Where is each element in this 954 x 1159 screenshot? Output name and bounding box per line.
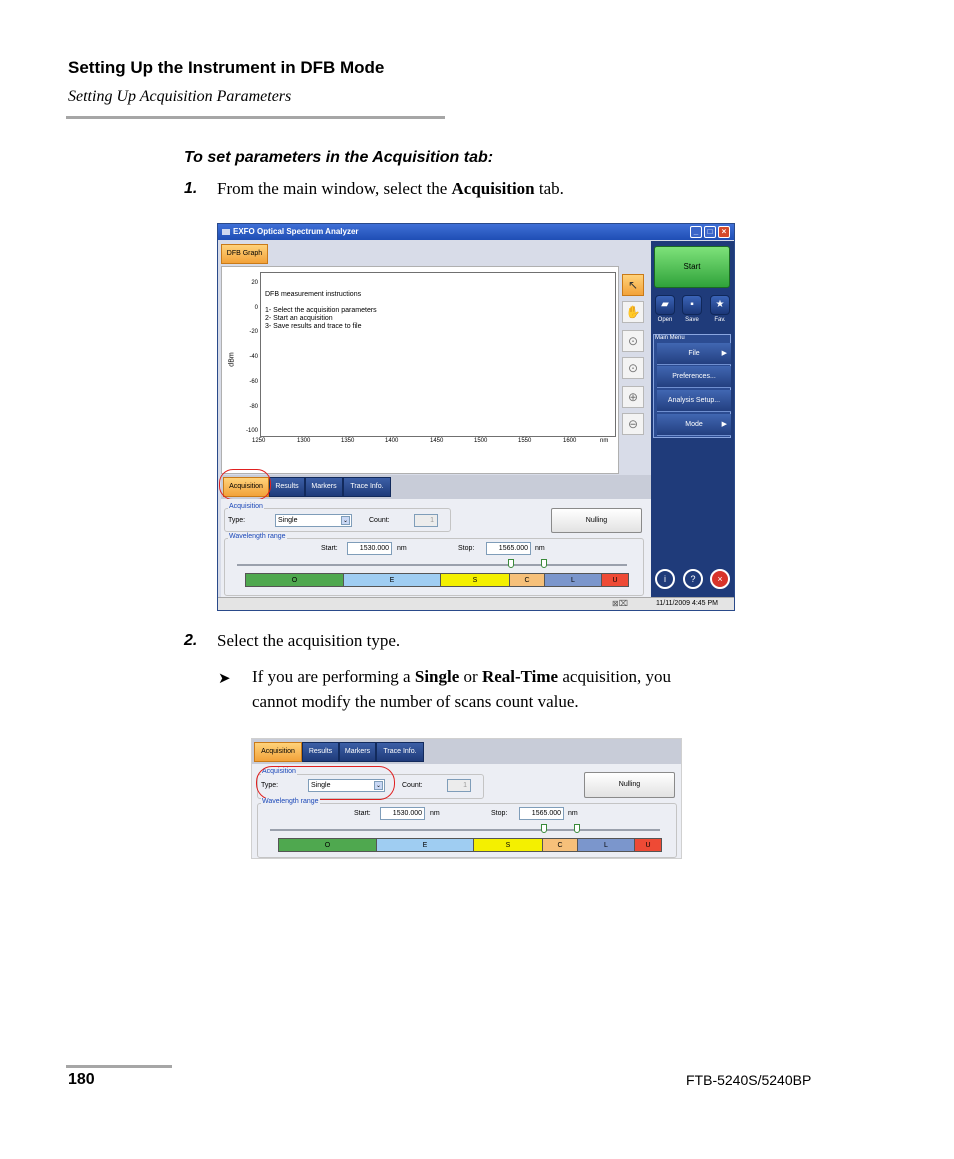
range-slider-start-handle[interactable]: [541, 824, 547, 833]
pan-hand-icon[interactable]: ✋: [622, 301, 644, 323]
header-divider: [66, 116, 445, 119]
instructions-heading: DFB measurement instructions: [265, 291, 362, 298]
open-label: Open: [657, 317, 673, 323]
band-s: S: [441, 574, 510, 586]
y-tick-label: 20: [251, 280, 258, 286]
status-bar: [218, 597, 734, 611]
fav-label: Fav.: [714, 317, 726, 323]
band-strip: [245, 573, 629, 587]
stop-unit: nm: [535, 545, 545, 552]
step-2: [184, 631, 401, 650]
close-button[interactable]: ×: [718, 226, 730, 238]
bullet-arrow-icon: ➤: [218, 671, 231, 687]
stop-wavelength-input[interactable]: 1565.000: [519, 807, 564, 820]
start-unit: nm: [430, 810, 440, 817]
main-menu-title: Main Menu: [655, 335, 685, 341]
tab-acquisition[interactable]: Acquisition: [254, 742, 302, 762]
band-e: E: [344, 574, 441, 586]
y-tick-label: -40: [249, 354, 258, 360]
highlight-circle: [256, 766, 395, 800]
range-slider-stop-handle[interactable]: [541, 559, 547, 568]
product-name: FTB-5240S/5240BP: [686, 1072, 812, 1088]
instruction-line: 3- Save results and trace to file: [265, 323, 362, 330]
tab-results[interactable]: Results: [302, 742, 339, 762]
save-disk-icon[interactable]: ▪: [682, 295, 702, 315]
stop-wavelength-input[interactable]: 1565.000: [486, 542, 531, 555]
wavelength-range-group: [224, 538, 644, 596]
keyboard-icon[interactable]: ⊠⌧: [612, 599, 628, 608]
tab-markers[interactable]: Markers: [339, 742, 376, 762]
range-slider-track[interactable]: [237, 564, 627, 566]
band-e: E: [377, 839, 474, 851]
zoom-in-icon[interactable]: ⊕: [622, 386, 644, 408]
submenu-arrow-icon: ▶: [721, 350, 727, 357]
exit-icon[interactable]: ×: [710, 569, 730, 589]
tab-results[interactable]: Results: [269, 477, 305, 497]
count-label: Count:: [402, 782, 423, 789]
zoom-area-icon[interactable]: ⊙: [622, 330, 644, 352]
x-tick-label: 1450: [430, 438, 444, 444]
count-label: Count:: [369, 517, 390, 524]
app-window-screenshot: [217, 223, 735, 611]
info-icon[interactable]: i: [655, 569, 675, 589]
main-menu: [653, 334, 731, 438]
window-title: EXFO Optical Spectrum Analyzer: [233, 227, 359, 236]
x-tick-label: 1400: [385, 438, 399, 444]
wavelength-range-label: Wavelength range: [262, 798, 319, 805]
instruction-line: 2- Start an acquisition: [265, 315, 333, 322]
start-label: Start:: [321, 545, 338, 552]
page-number: 180: [68, 1071, 95, 1088]
range-slider-stop-handle[interactable]: [574, 824, 580, 833]
y-tick-label: -100: [245, 428, 258, 434]
plot-area[interactable]: [260, 272, 616, 437]
favorite-star-icon[interactable]: ★: [710, 295, 730, 315]
range-slider-track[interactable]: [270, 829, 660, 831]
type-label: Type:: [261, 782, 279, 789]
help-icon[interactable]: ?: [683, 569, 703, 589]
menu-item-analysis-setup[interactable]: Analysis Setup...: [657, 390, 731, 412]
stop-label: Stop:: [491, 810, 508, 817]
x-tick-label: 1550: [518, 438, 532, 444]
type-select[interactable]: Single ⌄: [275, 514, 352, 527]
x-tick-label: 1300: [297, 438, 311, 444]
step-1-number: 1.: [184, 180, 198, 197]
submenu-arrow-icon: ▶: [721, 421, 727, 428]
step-2-text: Select the acquisition type.: [217, 631, 401, 650]
start-label: Start:: [354, 810, 371, 817]
instruction-line: 1- Select the acquisition parameters: [265, 307, 377, 314]
page-subsection-title: Setting Up Acquisition Parameters: [68, 88, 292, 105]
window-titlebar: [218, 224, 734, 240]
acquisition-tab-screenshot: [251, 738, 682, 859]
y-tick-label: -60: [249, 379, 258, 385]
y-tick-label: 0: [254, 305, 258, 311]
step-1-text: From the main window, select the Acquisition tab.: [217, 179, 564, 198]
band-u: U: [635, 839, 661, 851]
band-l: L: [578, 839, 635, 851]
app-logo-icon: [222, 229, 230, 235]
highlight-circle: [219, 469, 271, 500]
save-label: Save: [685, 317, 699, 323]
type-label: Type:: [228, 517, 246, 524]
tab-dfb-graph[interactable]: DFB Graph: [221, 244, 268, 264]
chevron-down-icon: ⌄: [342, 518, 349, 524]
y-axis-label: dBm: [228, 352, 236, 367]
menu-item-preferences[interactable]: Preferences...: [657, 366, 731, 388]
stop-unit: nm: [568, 810, 578, 817]
maximize-button[interactable]: □: [704, 226, 716, 238]
footer-divider: [66, 1065, 172, 1068]
acquisition-group-label: Acquisition: [262, 768, 296, 775]
status-datetime: 11/11/2009 4:45 PM: [656, 600, 719, 607]
band-c: C: [510, 574, 545, 586]
type-select[interactable]: Single ⌄: [308, 779, 385, 792]
zoom-out-icon[interactable]: ⊖: [622, 413, 644, 435]
x-tick-label: 1250: [252, 438, 266, 444]
start-wavelength-input[interactable]: 1530.000: [347, 542, 392, 555]
zoom-fit-icon[interactable]: ⊙: [622, 357, 644, 379]
band-c: C: [543, 839, 578, 851]
menu-item-file[interactable]: File ▶: [657, 343, 731, 365]
band-s: S: [474, 839, 543, 851]
step-1: [184, 179, 564, 198]
bullet-line-2: cannot modify the number of scans count value.: [252, 692, 579, 711]
start-unit: nm: [397, 545, 407, 552]
start-button[interactable]: Start: [654, 246, 730, 288]
minimize-button[interactable]: _: [690, 226, 702, 238]
pointer-tool-icon[interactable]: ↖: [622, 274, 644, 296]
count-field[interactable]: 1: [447, 779, 471, 792]
nulling-button[interactable]: Nulling: [551, 508, 642, 533]
band-o: O: [279, 839, 377, 851]
x-tick-label: 1350: [341, 438, 355, 444]
menu-item-mode[interactable]: Mode ▶: [657, 414, 731, 436]
count-field[interactable]: 1: [414, 514, 438, 527]
chevron-down-icon: ⌄: [375, 783, 382, 789]
wavelength-range-label: Wavelength range: [229, 533, 286, 540]
band-l: L: [545, 574, 602, 586]
x-unit-label: nm: [600, 438, 609, 444]
x-tick-label: 1600: [563, 438, 577, 444]
tab-trace-info[interactable]: Trace Info.: [376, 742, 424, 762]
tab-markers[interactable]: Markers: [305, 477, 343, 497]
bullet-line-1: If you are performing a Single or Real-Time acquisition, you: [252, 667, 671, 686]
step-2-number: 2.: [184, 632, 198, 649]
tab-acquisition[interactable]: Acquisition: [223, 477, 269, 497]
band-u: U: [602, 574, 628, 586]
x-tick-label: 1500: [474, 438, 488, 444]
stop-label: Stop:: [458, 545, 475, 552]
page-section-title: Setting Up the Instrument in DFB Mode: [68, 58, 385, 77]
band-o: O: [246, 574, 344, 586]
procedure-title: To set parameters in the Acquisition tab:: [184, 149, 494, 166]
tab-trace-info[interactable]: Trace Info.: [343, 477, 391, 497]
band-strip: [278, 838, 662, 852]
acquisition-group-label: Acquisition: [229, 503, 263, 510]
range-slider-start-handle[interactable]: [508, 559, 514, 568]
open-folder-icon[interactable]: ▰: [655, 295, 675, 315]
start-wavelength-input[interactable]: 1530.000: [380, 807, 425, 820]
nulling-button[interactable]: Nulling: [584, 772, 675, 798]
y-tick-label: -80: [249, 404, 258, 410]
y-tick-label: -20: [249, 329, 258, 335]
